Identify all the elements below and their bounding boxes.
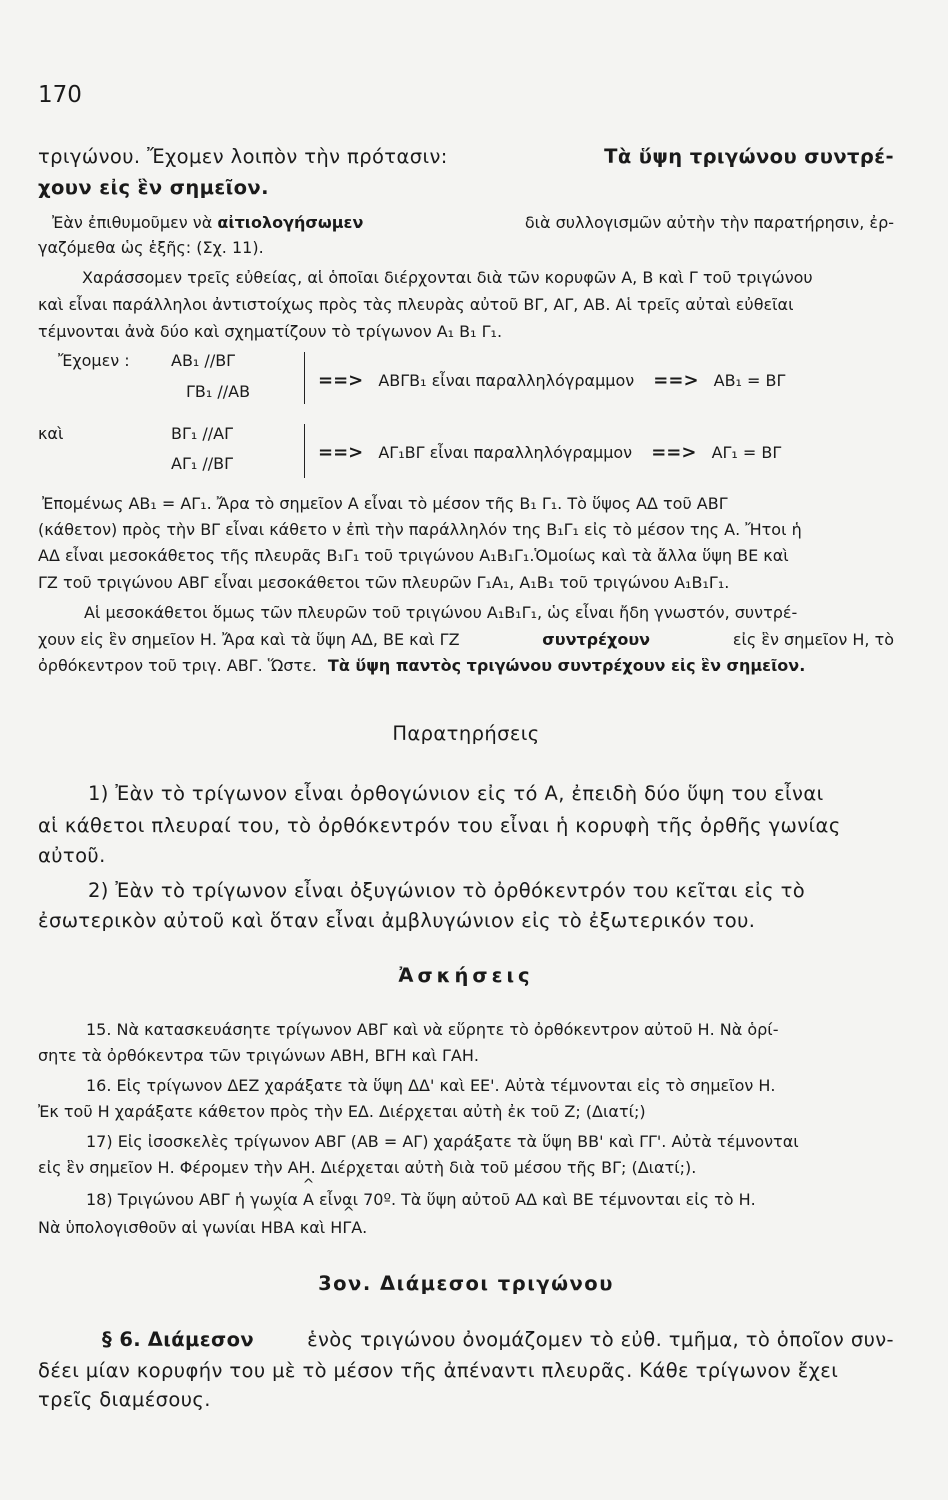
intro-line-2 <box>38 176 269 199</box>
angle-a: ^ Α <box>303 1190 314 1209</box>
exercise-16: 16. Εἰς τρίγωνον ΔΕΖ χαράξατε τὰ ὕψη ΔΔ' καὶ ΕΕ'. Αὐτὰ τέμνονται εἰς τὸ σημεῖον Η. <box>86 1076 776 1095</box>
implies-arrow: ==> <box>318 442 364 463</box>
section-term: Διάμεσον <box>147 1328 255 1351</box>
intro-text: τριγώνου. Ἔχομεν λοιπὸν τὴν πρότασιν: <box>38 145 448 168</box>
proof-line: ΑΔ εἶναι μεσοκάθετος τῆς πλευρᾶς Β₁Γ₁ τοῦ τριγώνου Α₁Β₁Γ₁.Ὁμοίως καὶ τὰ ἄλλα ὕψη ΒΕ καὶ <box>38 546 789 565</box>
implies-arrow: ==> <box>651 442 697 463</box>
section-heading <box>102 1328 254 1351</box>
exercise-17: εἰς ἓν σημεῖον Η. Φέρομεν τὴν ΑΗ. Διέρχεται αὐτὴ διὰ τοῦ μέσου τῆς ΒΓ; (Διατί;). <box>38 1158 697 1177</box>
page-number: 170 <box>38 82 82 108</box>
conclusion-text: ΑΒΓΒ₁ εἶναι παραλληλόγραμμον <box>378 371 635 390</box>
conclusion-text: ΑΓ₁ΒΓ εἶναι παραλληλόγραμμον <box>378 443 633 462</box>
exercise-18 <box>86 1190 756 1209</box>
remark-1: αἱ κάθετοι πλευραί του, τὸ ὀρθόκεντρόν του εἶναι ἡ κορυφὴ τῆς ὀρθῆς γωνίας <box>38 814 841 837</box>
section-title: 3ον. Διάμεσοι τριγώνου <box>318 1272 614 1295</box>
exercises-title: Ἀσκήσεις <box>398 964 534 987</box>
exercise-text: Νὰ ὑπολογισθοῦν αἱ γωνίαι <box>38 1218 256 1237</box>
relation-3: ΒΓ₁ //ΑΓ <box>171 424 234 443</box>
angle-hba: ^ ΗΒΑ <box>261 1218 295 1237</box>
intro-line-1 <box>38 145 894 168</box>
proof-line: τέμνονται ἀνὰ δύο καὶ σχηματίζουν τὸ τρίγωνον Α₁ Β₁ Γ₁. <box>38 322 503 341</box>
proof-line: ΓΖ τοῦ τριγώνου ΑΒΓ εἶναι μεσοκάθετοι τῶν πλευρῶν Γ₁Α₁, Α₁Β₁ τοῦ τριγώνου Α₁Β₁Γ₁. <box>38 573 730 592</box>
section-line: δέει μίαν κορυφήν του μὲ τὸ μέσον τῆς ἀπέναντι πλευρᾶς. Κάθε τρίγωνον ἔχει <box>38 1359 839 1382</box>
section-text: ἑνὸς τριγώνου ὀνομάζομεν τὸ εὐθ. τμῆμα, τὸ ὁποῖον συν- <box>307 1328 894 1351</box>
and-label: καὶ <box>38 424 64 443</box>
exercise-15: 15. Νὰ κατασκευάσητε τρίγωνον ΑΒΓ καὶ νὰ εὕρητε τὸ ὀρθόκεντρον αὐτοῦ Η. Νὰ ὁρί- <box>86 1020 779 1039</box>
proof-line: (κάθετον) πρὸς τὴν ΒΓ εἶναι κάθετο ν ἐπὶ τὴν παράλληλόν της Β₁Γ₁ εἰς τὸ μέσον της Α. Ἤτοι ἡ <box>38 520 802 539</box>
remark-2: 2) Ἐὰν τὸ τρίγωνον εἶναι ὀξυγώνιον τὸ ὀρθόκεντρόν του κεῖται εἰς τὸ <box>88 879 806 902</box>
remark-1: αὐτοῦ. <box>38 844 106 867</box>
theorem-bold: Τὰ ὕψη τριγώνου συντρέ- <box>604 145 894 168</box>
intro-line-3 <box>38 213 894 232</box>
conclusion-1 <box>318 370 785 391</box>
exercise-text: καὶ <box>299 1218 326 1237</box>
implies-arrow: ==> <box>318 370 364 391</box>
intro-line-4: γαζόμεθα ὡς ἑξῆς: (Σχ. 11). <box>38 238 264 257</box>
exercise-16: Ἐκ τοῦ Η χαράξατε κάθετον πρὸς τὴν ΕΔ. Διέρχεται αὐτὴ ἐκ τοῦ Ζ; (Διατί;) <box>38 1102 646 1121</box>
proof-text: ὀρθόκεντρον τοῦ τριγ. ΑΒΓ. Ὥστε. <box>38 656 317 675</box>
proof-line: Ἐπομένως ΑΒ₁ = ΑΓ₁. Ἄρα τὸ σημεῖον Α εἶναι τὸ μέσον τῆς Β₁ Γ₁. Τὸ ὕψος ΑΔ τοῦ ΑΒΓ <box>42 494 728 513</box>
exercise-text: εἶναι 70º. Τὰ ὕψη αὐτοῦ ΑΔ καὶ ΒΕ τέμνονται εἰς τὸ Η. <box>319 1190 756 1209</box>
conclusion-bold: Τὰ ὕψη παντὸς τριγώνου συντρέχουν εἰς ἓν σημεῖον. <box>327 656 806 675</box>
section-number: § 6. <box>102 1328 142 1351</box>
intro-text: Ἐὰν ἐπιθυμοῦμεν νὰ <box>52 213 213 232</box>
conclusion-result: ΑΒ₁ = ΒΓ <box>713 371 786 390</box>
section-line <box>102 1328 894 1351</box>
section-line: τρεῖς διαμέσους. <box>38 1388 211 1411</box>
proof-line: καὶ εἶναι παράλληλοι ἀντιστοίχως πρὸς τὰς πλευρὰς αὐτοῦ ΒΓ, ΑΓ, ΑΒ. Αἱ τρεῖς αὐταὶ εὐθεῖαι <box>38 295 794 314</box>
angle-hga: ^ ΗΓΑ. <box>330 1218 367 1237</box>
exercise-18 <box>38 1218 367 1237</box>
brace-1 <box>300 352 305 404</box>
conclusion-result: ΑΓ₁ = ΒΓ <box>711 443 782 462</box>
proof-line <box>38 630 894 649</box>
conclusion-2 <box>318 442 781 463</box>
proof-line <box>38 656 805 675</box>
emphasis-word: αἰτιολογήσωμεν <box>217 213 364 232</box>
theorem-bold-cont: χουν εἰς ἓν σημεῖον. <box>38 176 269 199</box>
remarks-title: Παρατηρήσεις <box>392 722 540 745</box>
proof-line: Αἱ μεσοκάθετοι ὅμως τῶν πλευρῶν τοῦ τριγώνου Α₁Β₁Γ₁, ὡς εἶναι ἤδη γνωστόν, συντρέ- <box>84 603 798 622</box>
brace-2 <box>300 424 305 478</box>
implies-arrow: ==> <box>653 370 699 391</box>
exercise-15: σητε τὰ ὀρθόκεντρα τῶν τριγώνων ΑΒΗ, ΒΓΗ καὶ ΓΑΗ. <box>38 1046 479 1065</box>
exercise-text: 18) Τριγώνου ΑΒΓ ἡ γωνία <box>86 1190 298 1209</box>
relation-2: ΓΒ₁ //ΑΒ <box>186 382 251 401</box>
intro-line-3-content <box>38 213 363 232</box>
proof-text: εἰς ἓν σημεῖον Η, τὸ <box>732 630 894 649</box>
intro-text: διὰ συλλογισμῶν αὐτὴν τὴν παρατήρησιν, ἐρ- <box>524 213 894 232</box>
exercise-17: 17) Εἰς ἰσοσκελὲς τρίγωνον ΑΒΓ (ΑΒ = ΑΓ) χαράξατε τὰ ὕψη ΒΒ' καὶ ΓΓ'. Αὐτὰ τέμνονται <box>86 1132 799 1151</box>
remark-1: 1) Ἐὰν τὸ τρίγωνον εἶναι ὀρθογώνιον εἰς τό Α, ἐπειδὴ δύο ὕψη του εἶναι <box>88 782 824 805</box>
proof-text: χουν εἰς ἓν σημεῖον Η. Ἄρα καὶ τὰ ὕψη ΑΔ, ΒΕ καὶ ΓΖ <box>38 630 460 649</box>
remark-2: ἐσωτερικὸν αὐτοῦ καὶ ὅταν εἶναι ἀμβλυγώνιον εἰς τὸ ἐξωτερικόν του. <box>38 909 756 932</box>
relation-4: ΑΓ₁ //ΒΓ <box>171 454 234 473</box>
proof-line: Χαράσσομεν τρεῖς εὐθείας, αἱ ὁποῖαι διέρχονται διὰ τῶν κορυφῶν Α, Β καὶ Γ τοῦ τριγώνου <box>82 268 813 287</box>
have-label: Ἔχομεν : <box>58 351 130 370</box>
emphasis-word: συντρέχουν <box>542 630 651 649</box>
relation-1: ΑΒ₁ //ΒΓ <box>171 351 236 370</box>
